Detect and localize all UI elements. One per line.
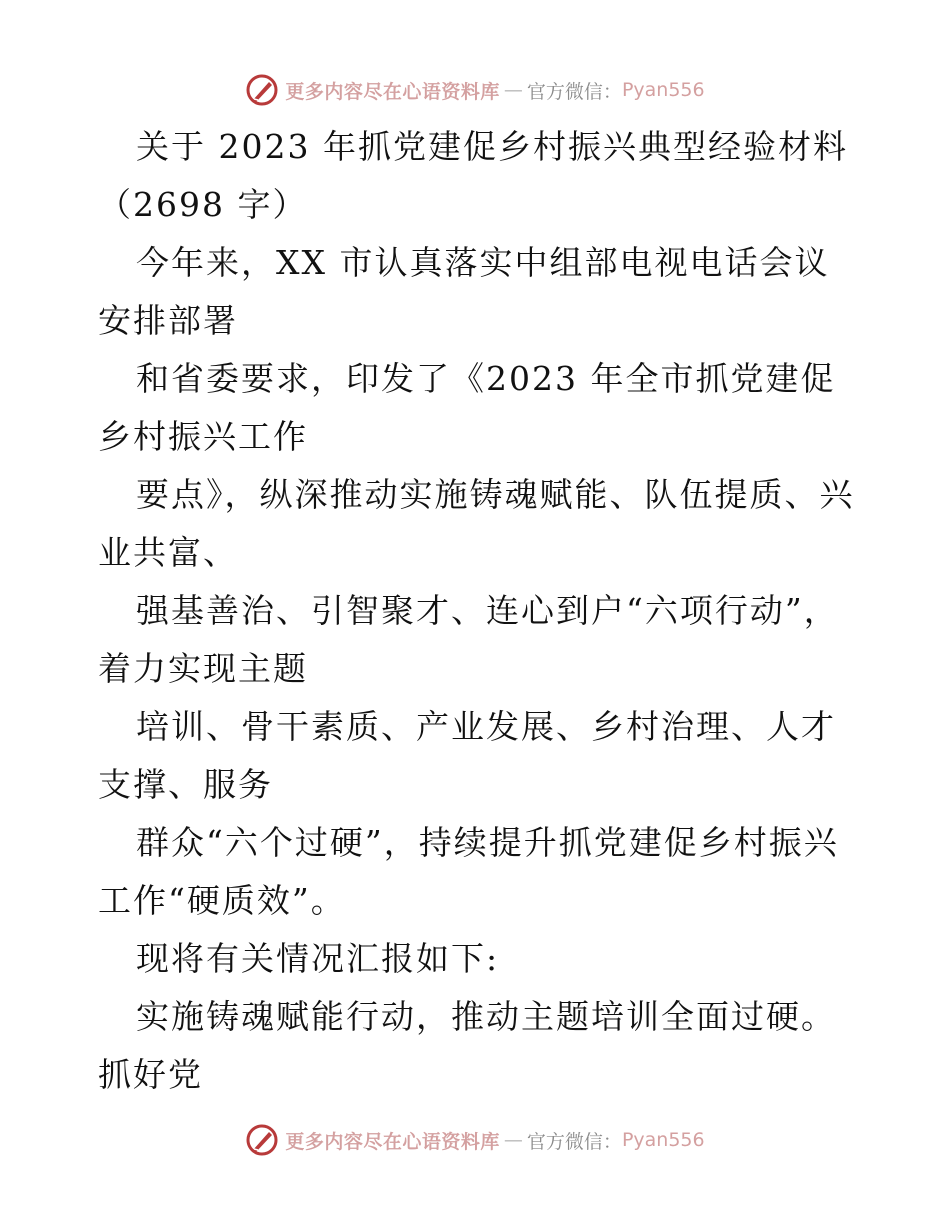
footer-watermark-text: 更多内容尽在心语资料库 (285, 1130, 500, 1153)
document-title: 关于 2023 年抓党建促乡村振兴典型经验材料（2698 字） (98, 127, 848, 224)
footer-watermark (0, 1120, 950, 1160)
footer-watermark-sub: 官方微信： (526, 1130, 622, 1153)
quill-logo-icon (245, 73, 279, 107)
footer-watermark-id: Pyan556 (621, 1129, 705, 1151)
header-watermark-dash: — (503, 79, 523, 101)
header-watermark-text: 更多内容尽在心语资料库 (285, 80, 500, 103)
paragraph-4: 强基善治、引智聚才、连心到户“六项行动”，着力实现主题 (98, 591, 839, 688)
paragraph-7: 现将有关情况汇报如下: (136, 939, 500, 978)
header-watermark (0, 70, 950, 110)
paragraph-6: 群众“六个过硬”，持续提升抓党建促乡村振兴工作“硬质效”。 (98, 823, 839, 920)
paragraph-2: 和省委要求，印发了《2023 年全市抓党建促乡村振兴工作 (98, 359, 836, 456)
quill-logo-icon (245, 1123, 279, 1157)
paragraph-1: 今年来，XX 市认真落实中组部电视电话会议安排部署 (98, 243, 830, 340)
paragraph-5: 培训、骨干素质、产业发展、乡村治理、人才支撑、服务 (98, 707, 836, 804)
header-watermark-sub: 官方微信： (526, 80, 622, 103)
paragraph-8: 实施铸魂赋能行动，推动主题培训全面过硬。抓好党 (98, 997, 836, 1094)
footer-watermark-dash: — (503, 1129, 523, 1151)
header-watermark-id: Pyan556 (621, 79, 705, 101)
paragraph-3: 要点》，纵深推动实施铸魂赋能、队伍提质、兴业共富、 (98, 475, 855, 572)
document-body (98, 118, 858, 1104)
